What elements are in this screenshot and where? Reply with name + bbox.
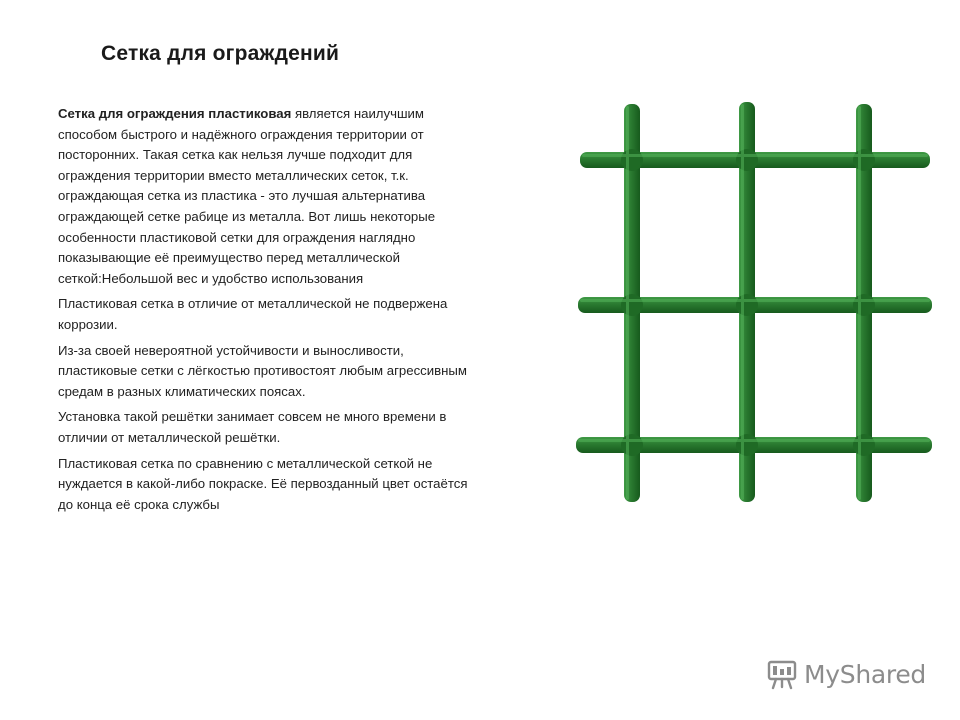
slide-title: Сетка для ограждений xyxy=(101,42,340,65)
paragraph-installation: Установка такой решётки занимает совсем не много времени в отличии от металлической решётки. xyxy=(58,409,447,445)
paragraph-durability: Из-за своей невероятной устойчивости и выносливости, пластиковые сетки с лёгкостью противостоят любым агрессивным средам в разных климатических поясах. xyxy=(58,342,467,399)
myshared-watermark xyxy=(766,656,926,692)
paragraph-painting: Пластиковая сетка по сравнению с металлической сеткой не нуждается в какой-либо покраске. Её первозданный цвет остаётся до конца её срока службы xyxy=(58,455,468,512)
green-plastic-mesh-image xyxy=(572,100,936,502)
intro-paragraph xyxy=(58,104,478,289)
slide-body xyxy=(58,104,478,520)
myshared-logo-icon xyxy=(766,657,800,691)
intro-rest-text: является наилучшим способом быстрого и надёжного ограждения территории от посторонних. Такая сетка как нельзя лучше подходит для ограждения территории вместо металлических сеток, т.к. ограждающая сетка из пластика - это лучшая альтернатива ограждающей сетке рабице из металла. Вот лишь некоторые особенности пластиковой сетки для ограждения наглядно показывающие её преимущество перед металлической сеткой:Небольшой вес и удобство использования xyxy=(58,106,436,286)
paragraph-corrosion: Пластиковая сетка в отличие от металлической не подвержена коррозии. xyxy=(58,296,448,332)
intro-bold-text: Сетка для ограждения пластиковая xyxy=(58,106,292,121)
myshared-logo-text: MyShared xyxy=(804,659,926,689)
